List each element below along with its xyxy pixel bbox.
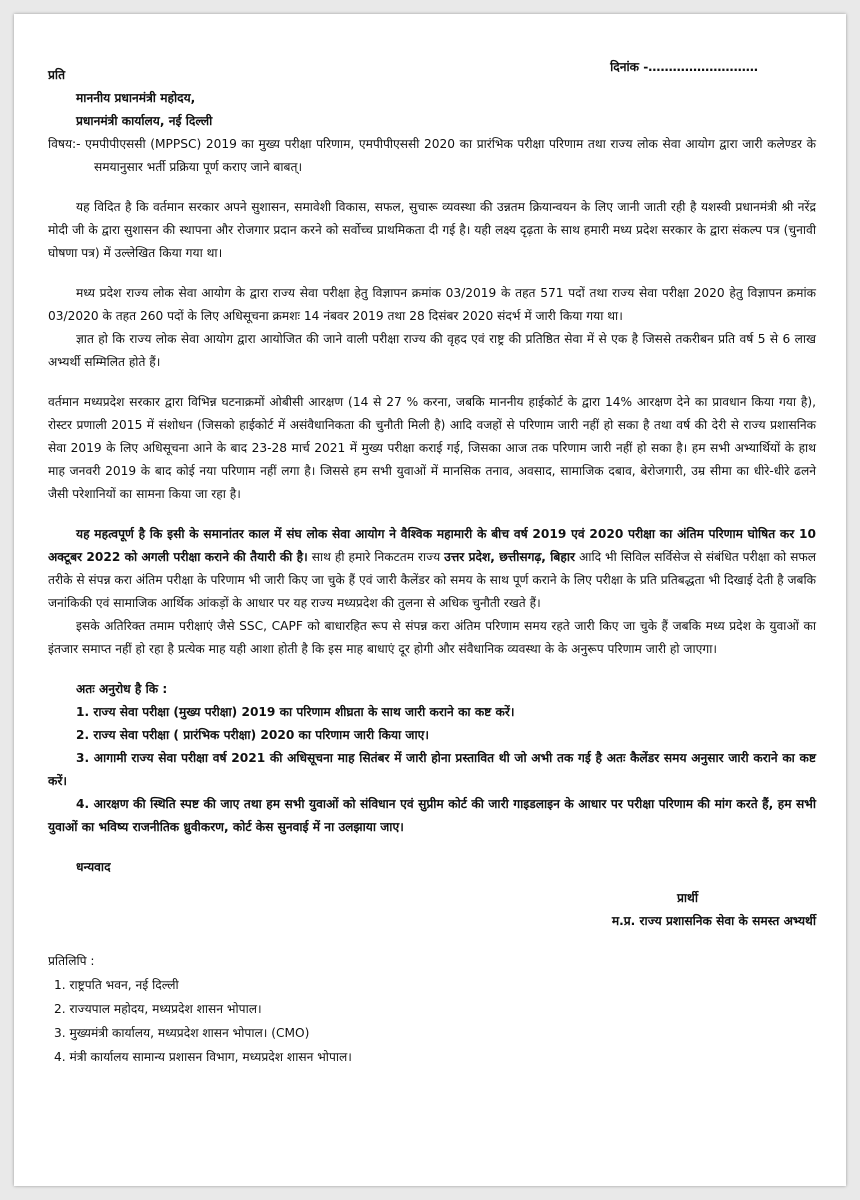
copy-item: 3. मुख्यमंत्री कार्यालय, मध्यप्रदेश शासन भोपाल। (CMO) (54, 1026, 310, 1040)
paragraph-2: मध्य प्रदेश राज्य लोक सेवा आयोग के द्वारा राज्य सेवा परीक्षा हेतु विज्ञापन क्रमांक 03/2019 के तहत 571 पदों तथा राज्य सेवा परीक्षा 2020 हेतु विज्ञापन क्रमांक 03/2020 के तहत 260 पदों के लिए अधिसूचना क्रमशः 14 नंबवर 2019 तथा 28 दिसंबर 2020 संदर्भ में जारी किया गया था। (48, 286, 816, 323)
paragraph-6: इसके अतिरिक्त तमाम परीक्षाएं जैसे SSC, CAPF को बाधारहित रूप से संपन्न करा अंतिम परिणाम समय रहते जारी किए जा चुके हैं जबकि मध्य प्रदेश के युवाओं का इंतजार समाप्त नहीं हो रहा है प्रत्येक माह यही आशा होती है कि इस माह बाधाएं दूर होगी और संवैधानिक व्यवस्था के के अनुरूप परिणाम जारी हो जाएगा। (48, 619, 816, 656)
paragraph-3: ज्ञात हो कि राज्य लोक सेवा आयोग द्वारा आयोजित की जाने वाली परीक्षा राज्य की वृहद एवं राष्ट्र की प्रतिष्ठित सेवा में से एक है जिससे तकरीबन प्रति वर्ष 5 से 6 लाख अभ्यर्थी सम्मिलित होते हैं। (48, 332, 816, 369)
paragraph-5-rest: आदि भी सिविल सर्विसेज से संबंधित परीक्षा को सफल तरीके से संपन्न करा अंतिम परीक्षा के परिणाम भी जारी किए जा चुके हैं एवं जारी कैलेंडर को समय के साथ पूर्ण कराने के लिए परीक्षा के प्रति प्रतिबद्धता भी दिखाई देती है जबकि जनांकिकी एवं सामाजिक आर्थिक आंकड़ों के आधार पर यह राज्य मध्यप्रदेश की तुलना से अधिक चुनौती रखते हैं। (48, 550, 816, 610)
paragraph-5-states: उत्तर प्रदेश, छत्तीसगढ़, बिहार (444, 550, 576, 564)
applicant-group: म.प्र. राज्य प्रशासनिक सेवा के समस्त अभ्यर्थी (611, 914, 816, 928)
subject-line: विषय:- एमपीपीएससी (MPPSC) 2019 का मुख्य परीक्षा परिणाम, एमपीपीएससी 2020 का प्रारंभिक परीक्षा परिणाम तथा राज्य लोक सेवा आयोग द्वारा जारी कलेण्डर के समयानुसार भर्ती प्रक्रिया पूर्ण कराए जाने बाबत्। (48, 137, 816, 174)
paragraph-1: यह विदित है कि वर्तमान सरकार अपने सुशासन, समावेशी विकास, सफल, सुचारू व्यवस्था की उन्नतम क्रियान्वयन के लिए जानी जाती रही है यशस्वी प्रधानमंत्री श्री नरेंद्र मोदी जी के द्वारा सुशासन की स्थापना और रोजगार प्रदान करने को सर्वोच्च प्राथमिकता दी गई है। यही लक्ष्य दृढ़ता के साथ हमारी मध्य प्रदेश सरकार के द्वारा संकल्प पत्र (चुनावी घोषणा पत्र) में उल्लेखित किया गया था। (48, 200, 816, 260)
thanks-line: धन्यवाद (76, 860, 111, 874)
applicant-label: प्रार्थी (676, 891, 698, 905)
recipient-title: माननीय प्रधानमंत्री महोदय, (76, 91, 196, 105)
request-item: 2. राज्य सेवा परीक्षा ( प्रारंभिक परीक्षा) 2020 का परिणाम जारी किया जाए। (76, 728, 429, 742)
request-item: 1. राज्य सेवा परीक्षा (मुख्य परीक्षा) 2019 का परिणाम शीघ्रता के साथ जारी कराने का कष्ट करें। (76, 705, 515, 719)
request-item: 3. आगामी राज्य सेवा परीक्षा वर्ष 2021 की अधिसूचना माह सितंबर में जारी होना प्रस्तावित थी जो अभी तक गई है अतः कैलेंडर समय अनुसार जारी कराने का कष्ट करें। (48, 751, 816, 788)
letter-page (14, 14, 846, 1186)
request-heading: अतः अनुरोध है कि : (76, 682, 168, 696)
paragraph-4: वर्तमान मध्यप्रदेश सरकार द्वारा विभिन्न घटनाक्रमों ओबीसी आरक्षण (14 से 27 % करना, जबकि माननीय हाईकोर्ट के द्वारा 14% आरक्षण देने का प्रावधान किया गया है), रोस्टर प्रणाली 2015 में संशोधन (जिसको हाईकोर्ट में असंवैधानिकता की चुनौती मिली है) आदि वजहों से परिणाम जारी नहीं हो सका है तथा वर्ष की देरी से राज्य प्रशासनिक सेवा 2019 के लिए अधिसूचना आने के बाद 23-28 मार्च 2021 में मुख्य परीक्षा कराई गई, जिसका आज तक परिणाम जारी नहीं हो सका है। हम सभी अभ्यार्थियों के हाथ माह जनवरी 2019 के बाद कोई नया परिणाम नहीं लगा है। जिससे हम सभी युवाओं में मानसिक तनाव, अवसाद, सामाजिक दबाव, बेरोजगारी, उम्र सीमा का धीरे-धीरे ढलने जैसी परेशानियों का सामना किया जा रहा है। (48, 395, 816, 501)
to-label: प्रति (48, 68, 66, 82)
request-list (48, 701, 816, 839)
request-item: 4. आरक्षण की स्थिति स्पष्ट की जाए तथा हम सभी युवाओं को संविधान एवं सुप्रीम कोर्ट की जारी गाइडलाइन के आधार पर परीक्षा परिणाम की मांग करते हैं, हम सभी युवाओं का भविष्य राजनीतिक ध्रुवीकरण, कोर्ट केस सुनवाई में ना उलझाया जाए। (48, 797, 816, 834)
paragraph-5-bold: यह महत्वपूर्ण है कि इसी के समानांतर काल में संघ लोक सेवा आयोग ने वैश्विक महामारी के बीच वर्ष 2019 एवं 2020 परीक्षा का अंतिम परिणाम घोषित कर 10 अक्टूबर 2022 को अगली परीक्षा कराने की तैयारी की है। (48, 527, 816, 564)
paragraph-5-mid: साथ ही हमारे निकटतम राज्य (307, 550, 445, 564)
signature-block (48, 887, 816, 933)
paragraph-5 (48, 523, 816, 615)
copy-heading: प्रतिलिपि : (48, 954, 95, 968)
letter-body (48, 64, 816, 1069)
copy-list (54, 973, 816, 1069)
copy-item: 2. राज्यपाल महोदय, मध्यप्रदेश शासन भोपाल। (54, 1002, 262, 1016)
copy-item: 1. राष्ट्रपति भवन, नई दिल्ली (54, 978, 179, 992)
copy-item: 4. मंत्री कार्यालय सामान्य प्रशासन विभाग, मध्यप्रदेश शासन भोपाल। (54, 1050, 352, 1064)
date-line: दिनांक -……………………… (610, 60, 758, 74)
recipient-office: प्रधानमंत्री कार्यालय, नई दिल्ली (76, 114, 213, 128)
